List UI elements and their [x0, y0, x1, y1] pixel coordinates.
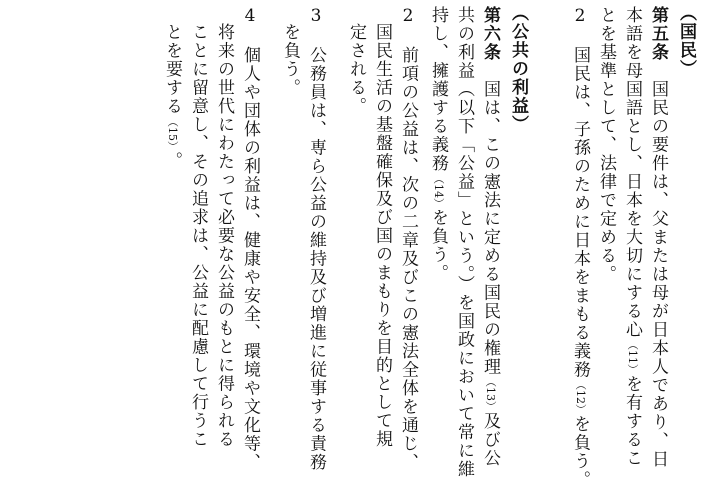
article-6-heading: （公共の利益）: [508, 4, 528, 134]
article-6-p2-text-1: 前項の公益は、次の二章及びこの憲法全体を通じ、: [398, 27, 418, 472]
footnote-ref-11: （11）: [626, 339, 639, 375]
para-number-2: 2: [570, 6, 590, 28]
para-number-4: 4: [240, 6, 260, 28]
article-6-p3-text-1: 公務員は、専ら公益の維持及び増進に従事する責務: [306, 27, 326, 472]
article-5-heading: （国民）: [676, 4, 696, 78]
footnote-ref-15: （15）: [166, 115, 179, 152]
article-6-p4-text-4: とを要する: [162, 23, 182, 116]
article-6-line-1: [477, 6, 503, 468]
article-5-line-2: [619, 6, 645, 468]
article-6-para-3-line-1: [303, 6, 329, 472]
para-number-3: 3: [306, 6, 326, 28]
para-number-2: 2: [398, 6, 418, 28]
article-6-p3-text-2: を負う。: [280, 23, 300, 97]
article-5-line-3: [593, 6, 619, 436]
article-5-text-4-tail: を負う。: [570, 415, 590, 489]
article-6-para-4-line-1: [237, 6, 263, 472]
article-5-para-2: [567, 6, 593, 489]
article-6-para-3-line-2: [277, 6, 303, 453]
article-6-p4-text-3: ことに留意し、その追求は、公益に配慮して行うこ: [188, 23, 208, 449]
article-6-p2-text-2: 国民生活の基盤確保及び国のまもりを目的として規: [372, 23, 392, 449]
article-6-label: 第六条: [480, 6, 500, 62]
article-6-p4-text-1: 個人や団体の利益は、健康や安全、環境や文化等、: [240, 27, 260, 472]
article-6-line-3: [425, 6, 451, 436]
footnote-ref-14: （14）: [432, 172, 445, 209]
article-6-text-3: 持し、擁護する義務: [428, 6, 448, 173]
article-6-para-2-line-2: [369, 6, 395, 453]
article-6-para-4-line-2: [211, 6, 237, 453]
article-6-line-2: [451, 6, 477, 479]
article-6-para-4-line-3: [185, 6, 211, 453]
article-6-text-1-tail: 及び公: [480, 412, 500, 468]
article-5-text-2-tail: を有するこ: [622, 375, 642, 468]
article-5-text-1: 国民の要件は、父または母が日本人であり、日: [648, 61, 668, 469]
article-6-text-3-tail: を負う。: [428, 208, 448, 283]
article-5-text-2: 本語を母国語とし、日本を大切にする心: [622, 6, 642, 339]
article-5-text-3: とを基準として、法律で定める。: [596, 6, 616, 284]
article-6-para-2-line-3: [343, 6, 369, 453]
article-5-label: 第五条: [648, 6, 668, 62]
article-5-line-1: [645, 6, 671, 469]
article-6-para-4-line-4: [159, 6, 185, 453]
article-6-para-2-line-1: [395, 6, 421, 472]
article-6-p4-text-2: 将来の世代にわたって必要な公益のもとに得られる: [214, 23, 234, 449]
article-6-text-1: 国は、この憲法に定める国民の権理: [480, 61, 500, 376]
footnote-ref-13: （13）: [484, 376, 497, 412]
article-6-text-2: 共の利益（以下「公益」という。）を国政において常に維: [454, 6, 474, 479]
footnote-ref-12: （12）: [574, 379, 587, 415]
article-6-p2-text-3: 定される。: [346, 23, 366, 116]
article-6-p4-text-4-tail: 。: [162, 151, 182, 170]
article-5-text-4: 国民は、子孫のために日本をまもる義務: [570, 27, 590, 379]
